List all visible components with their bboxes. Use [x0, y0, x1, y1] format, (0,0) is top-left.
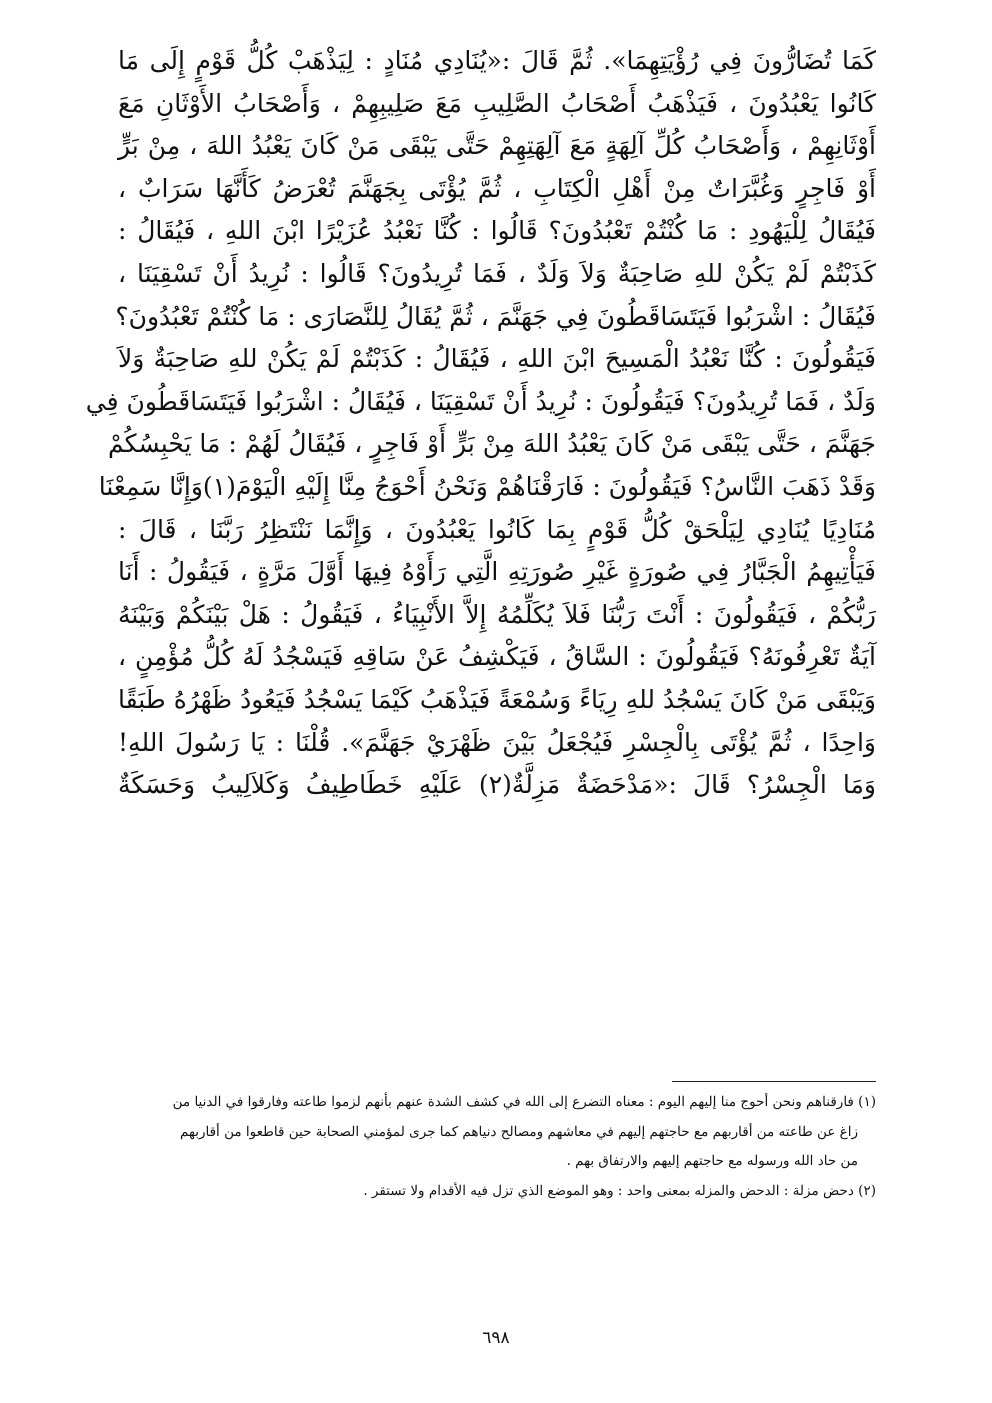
text-line: أَوْ فَاجِرٍ وَغُبَّرَاتٌ مِنْ أَهْلِ الْكِتَابِ ، ثُمَّ يُؤْتَى بِجَهَنَّمَ تُعْرَضُ كَأَنَّهَا سَرَابٌ ،: [118, 173, 876, 203]
text-line: فَيُقَالُ : اشْرَبُوا فَيَتَسَاقَطُونَ فِي جَهَنَّمَ ، ثُمَّ يُقَالُ لِلنَّصَارَى : مَا كُنْتُمْ تَعْبُدُونَ؟: [115, 301, 876, 331]
footnote-2: (٢) دحض مزلة : الدحض والمزله بمعنى واحد : وهو الموضع الذي تزل فيه الأقدام ولا تستقر .: [363, 1182, 876, 1199]
text-line: مُنَادِيًا يُنَادِي لِيَلْحَقْ كُلُّ قَوْمٍ بِمَا كَانُوا يَعْبُدُونَ ، وَإِنَّمَا نَنْتَظِرُ رَبَّنَا ، قَالَ :: [118, 514, 876, 544]
text-line: وَاحِدًا ، ثُمَّ يُؤْتَى بِالْجِسْرِ فَيُجْعَلُ بَيْنَ ظَهْرَيْ جَهَنَّمَ». قُلْنَا : يَا رَسُولَ اللهِ!: [118, 727, 876, 757]
footnote-divider: [672, 1081, 876, 1082]
text-line: كَذَبْتُمْ لَمْ يَكُنْ للهِ صَاحِبَةٌ وَلاَ وَلَدٌ ، فَمَا تُرِيدُونَ؟ قَالُوا : نُرِيدُ أَنْ تَسْقِيَنَا ،: [118, 258, 876, 288]
text-line: فَيَقُولُونَ : كُنَّا نَعْبُدُ الْمَسِيحَ ابْنَ اللهِ ، فَيُقَالُ : كَذَبْتُمْ لَمْ يَكُنْ للهِ صَاحِبَةٌ وَلاَ: [118, 344, 876, 374]
text-line: رَبُّكُمْ ، فَيَقُولُونَ : أَنْتَ رَبُّنَا فَلاَ يُكَلِّمُهُ إِلاَّ الأَنْبِيَاءُ ، فَيَقُولُ : هَلْ بَيْنَكُمْ وَبَيْنَهُ: [118, 599, 876, 629]
text-line: آيَةٌ تَعْرِفُونَهُ؟ فَيَقُولُونَ : السَّاقُ ، فَيَكْشِفُ عَنْ سَاقِهِ فَيَسْجُدُ لَهُ كُلُّ مُؤْمِنٍ ،: [118, 642, 876, 672]
page-number: ٦٩٨: [482, 1328, 510, 1348]
text-line: أَوْثَانِهِمْ ، وَأَصْحَابُ كُلِّ آلِهَةٍ مَعَ آلِهَتِهِمْ حَتَّى يَبْقَى مَنْ كَانَ يَعْبُدُ اللهَ ، مِنْ بَرٍّ: [118, 131, 876, 161]
text-line: وَلَدٌ ، فَمَا تُرِيدُونَ؟ فَيَقُولُونَ : نُرِيدُ أَنْ تَسْقِيَنَا ، فَيُقَالُ : اشْرَبُوا فَيَتَسَاقَطُونَ فِي: [85, 386, 876, 416]
text-line: وَقَدْ ذَهَبَ النَّاسُ؟ فَيَقُولُونَ : فَارَقْنَاهُمْ وَنَحْنُ أَحْوَجُ مِنَّا إِلَيْهِ الْيَوْمَ(١)وَإِنَّا سَمِعْنَا: [98, 471, 876, 501]
footnotes: [118, 1088, 876, 1206]
text-line: فَيَأْتِيهِمُ الْجَبَّارُ فِي صُورَةٍ غَيْرِ صُورَتِهِ الَّتِي رَأَوْهُ فِيهَا أَوَّلَ مَرَّةٍ ، فَيَقُولُ : أَنَا: [118, 557, 876, 587]
text-line: كَانُوا يَعْبُدُونَ ، فَيَذْهَبُ أَصْحَابُ الصَّلِيبِ مَعَ صَلِيبِهِمْ ، وَأَصْحَابُ الأَوْثَانِ مَعَ: [118, 88, 876, 118]
text-line: جَهَنَّمَ ، حَتَّى يَبْقَى مَنْ كَانَ يَعْبُدُ اللهَ مِنْ بَرٍّ أَوْ فَاجِرٍ ، فَيُقَالُ لَهُمْ : مَا يَحْبِسُكُمْ: [108, 429, 876, 459]
text-line: فَيُقَالُ لِلْيَهُودِ : مَا كُنْتُمْ تَعْبُدُونَ؟ قَالُوا : كُنَّا نَعْبُدُ عُزَيْرًا ابْنَ اللهِ ، فَيُقَالُ :: [118, 216, 876, 246]
footnote-1-cont: زاغ عن طاعته من أقاربهم مع حاجتهم إليهم في معاشهم ومصالح دنياهم كما جرى لمؤمني الصحابة حين قاطعوا من أقاربهم: [179, 1123, 858, 1140]
text-line: وَمَا الْجِسْرُ؟ قَالَ :«مَدْحَضَةٌ مَزِلَّةٌ(٢) عَلَيْهِ خَطَاطِيفُ وَكَلاَلِيبُ وَحَسَكَةٌ: [118, 770, 876, 800]
text-line: وَيَبْقَى مَنْ كَانَ يَسْجُدُ للهِ رِيَاءً وَسُمْعَةً فَيَذْهَبُ كَيْمَا يَسْجُدُ فَيَعُودُ ظَهْرُهُ طَبَقًا: [118, 684, 876, 714]
main-text: [85, 40, 876, 807]
text-line: كَمَا تُضَارُّونَ فِي رُؤْيَتِهِمَا». ثُمَّ قَالَ :«يُنَادِي مُنَادٍ : لِيَذْهَبْ كُلُّ قَوْمٍ إِلَى مَا: [118, 46, 876, 75]
footnote-1-cont: من حاد الله ورسوله مع حاجتهم إليهم والارتفاق بهم .: [566, 1153, 858, 1169]
footnote-1: (١) فارقناهم ونحن أحوج منا إليهم اليوم : معناه التضرع إلى الله في كشف الشدة عنهم بأنهم لزموا طاعته وفارقوا في الدنيا من: [172, 1094, 876, 1110]
